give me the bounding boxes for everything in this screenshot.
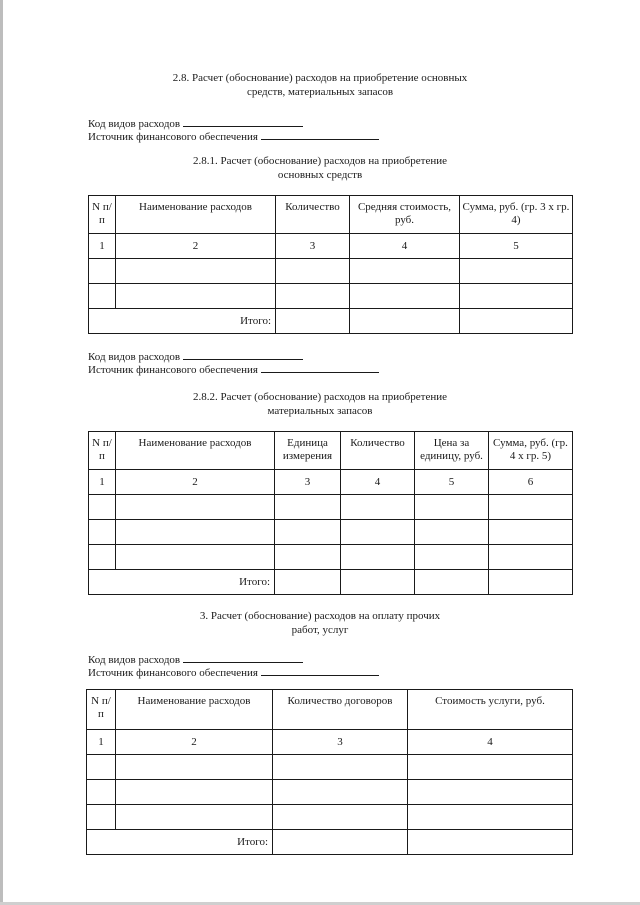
total-label: Итого: — [89, 309, 276, 334]
table-2-8-1-title-line1: 2.8.1. Расчет (обоснование) расходов на приобретение — [193, 155, 447, 167]
section-2-8-title-line1: 2.8. Расчет (обоснование) расходов на приобретение основных — [172, 72, 468, 84]
total-cell[interactable] — [350, 309, 460, 334]
table-cell[interactable] — [408, 780, 573, 805]
header-cell: Средняя стоимость, руб. — [350, 196, 460, 234]
column-number: 4 — [350, 234, 460, 259]
table-cell[interactable] — [273, 780, 408, 805]
table-row — [87, 780, 573, 805]
total-row — [89, 309, 573, 334]
header-cell: Количество — [341, 432, 415, 470]
code-field[interactable] — [183, 349, 303, 360]
source-label: Источник финансового обеспечения — [88, 131, 258, 143]
table-2-8-1 — [88, 195, 573, 334]
table-cell[interactable] — [89, 284, 116, 309]
header-cell: Наименование расходов — [116, 432, 275, 470]
section-3-title-line2: работ, услуг — [291, 624, 349, 636]
scan-edge-left — [0, 0, 3, 905]
table-cell[interactable] — [408, 805, 573, 830]
table-cell[interactable] — [273, 755, 408, 780]
header-cell: Количество договоров — [273, 690, 408, 730]
column-number: 4 — [341, 470, 415, 495]
table-cell[interactable] — [116, 495, 275, 520]
table-header-row — [89, 196, 573, 234]
header-cell: N п/п — [89, 432, 116, 470]
table-2-8-1-title — [0, 154, 640, 182]
table-cell[interactable] — [87, 805, 116, 830]
code-field[interactable] — [183, 116, 303, 127]
table-cell[interactable] — [341, 495, 415, 520]
table-cell[interactable] — [116, 284, 276, 309]
table-cell[interactable] — [460, 284, 573, 309]
table-cell[interactable] — [87, 755, 116, 780]
table-cell[interactable] — [87, 780, 116, 805]
total-label: Итого: — [87, 830, 273, 855]
table-cell[interactable] — [415, 495, 489, 520]
table-cell[interactable] — [489, 520, 573, 545]
code-label: Код видов расходов — [88, 654, 181, 666]
table-cell[interactable] — [276, 284, 350, 309]
column-number: 5 — [460, 234, 573, 259]
total-cell[interactable] — [276, 309, 350, 334]
column-number-row — [87, 730, 573, 755]
header-cell: N п/п — [89, 196, 116, 234]
column-number: 2 — [116, 730, 273, 755]
column-number: 3 — [276, 234, 350, 259]
source-label: Источник финансового обеспечения — [88, 364, 258, 376]
table-cell[interactable] — [341, 520, 415, 545]
column-number: 3 — [273, 730, 408, 755]
column-number-row — [89, 234, 573, 259]
table-row — [89, 520, 573, 545]
section-2-8-title — [0, 71, 640, 99]
source-label: Источник финансового обеспечения — [88, 667, 258, 679]
table-2-8-1-title-line2: основных средств — [277, 169, 363, 181]
code-label: Код видов расходов — [88, 351, 181, 363]
table-cell[interactable] — [275, 495, 341, 520]
column-number: 4 — [408, 730, 573, 755]
table-cell[interactable] — [276, 259, 350, 284]
table-row — [87, 805, 573, 830]
total-cell[interactable] — [415, 570, 489, 595]
table-cell[interactable] — [89, 520, 116, 545]
table-header-row — [87, 690, 573, 730]
source-line-3 — [88, 665, 379, 680]
header-cell: N п/п — [87, 690, 116, 730]
header-cell: Наименование расходов — [116, 196, 276, 234]
table-cell[interactable] — [89, 259, 116, 284]
table-3 — [86, 689, 573, 855]
source-line-2-8 — [88, 129, 379, 144]
table-cell[interactable] — [116, 780, 273, 805]
table-cell[interactable] — [415, 520, 489, 545]
total-cell[interactable] — [460, 309, 573, 334]
total-row — [89, 570, 573, 595]
section-2-8-title-line2: средств, материальных запасов — [246, 86, 394, 98]
table-cell[interactable] — [341, 545, 415, 570]
table-cell[interactable] — [275, 520, 341, 545]
table-2-8-2-title — [0, 390, 640, 418]
code-label: Код видов расходов — [88, 118, 181, 130]
source-field[interactable] — [261, 129, 379, 140]
column-number: 2 — [116, 470, 275, 495]
table-row — [89, 495, 573, 520]
header-cell: Цена за единицу, руб. — [415, 432, 489, 470]
table-row — [89, 545, 573, 570]
table-cell[interactable] — [408, 755, 573, 780]
total-cell[interactable] — [275, 570, 341, 595]
section-3-title — [0, 609, 640, 637]
table-cell[interactable] — [89, 545, 116, 570]
table-cell[interactable] — [116, 545, 275, 570]
total-cell[interactable] — [489, 570, 573, 595]
column-number: 1 — [89, 470, 116, 495]
header-cell: Наименование расходов — [116, 690, 273, 730]
table-2-8-2-title-line1: 2.8.2. Расчет (обоснование) расходов на приобретение — [193, 391, 447, 403]
table-header-row — [89, 432, 573, 470]
table-cell[interactable] — [489, 545, 573, 570]
column-number: 6 — [489, 470, 573, 495]
table-row — [89, 284, 573, 309]
source-line-2-8-2 — [88, 362, 379, 377]
source-field[interactable] — [261, 665, 379, 676]
table-cell[interactable] — [273, 805, 408, 830]
total-row — [87, 830, 573, 855]
column-number: 2 — [116, 234, 276, 259]
header-cell: Единица измерения — [275, 432, 341, 470]
table-cell[interactable] — [116, 259, 276, 284]
column-number: 5 — [415, 470, 489, 495]
column-number: 1 — [87, 730, 116, 755]
table-cell[interactable] — [116, 520, 275, 545]
header-cell: Стоимость услуги, руб. — [408, 690, 573, 730]
column-number: 1 — [89, 234, 116, 259]
table-2-8-2 — [88, 431, 573, 595]
table-cell[interactable] — [415, 545, 489, 570]
source-field[interactable] — [261, 362, 379, 373]
table-row — [89, 259, 573, 284]
column-number: 3 — [275, 470, 341, 495]
table-cell[interactable] — [116, 805, 273, 830]
table-cell[interactable] — [350, 259, 460, 284]
column-number-row — [89, 470, 573, 495]
table-2-8-2-title-line2: материальных запасов — [267, 405, 373, 417]
code-field[interactable] — [183, 652, 303, 663]
table-cell[interactable] — [89, 495, 116, 520]
section-3-title-line1: 3. Расчет (обоснование) расходов на оплату прочих — [199, 610, 441, 622]
table-cell[interactable] — [489, 495, 573, 520]
total-cell[interactable] — [408, 830, 573, 855]
total-label: Итого: — [89, 570, 275, 595]
header-cell: Сумма, руб. (гр. 4 x гр. 5) — [489, 432, 573, 470]
table-cell[interactable] — [350, 284, 460, 309]
table-row — [87, 755, 573, 780]
table-cell[interactable] — [460, 259, 573, 284]
total-cell[interactable] — [341, 570, 415, 595]
table-cell[interactable] — [116, 755, 273, 780]
header-cell: Количество — [276, 196, 350, 234]
table-cell[interactable] — [275, 545, 341, 570]
total-cell[interactable] — [273, 830, 408, 855]
header-cell: Сумма, руб. (гр. 3 x гр. 4) — [460, 196, 573, 234]
